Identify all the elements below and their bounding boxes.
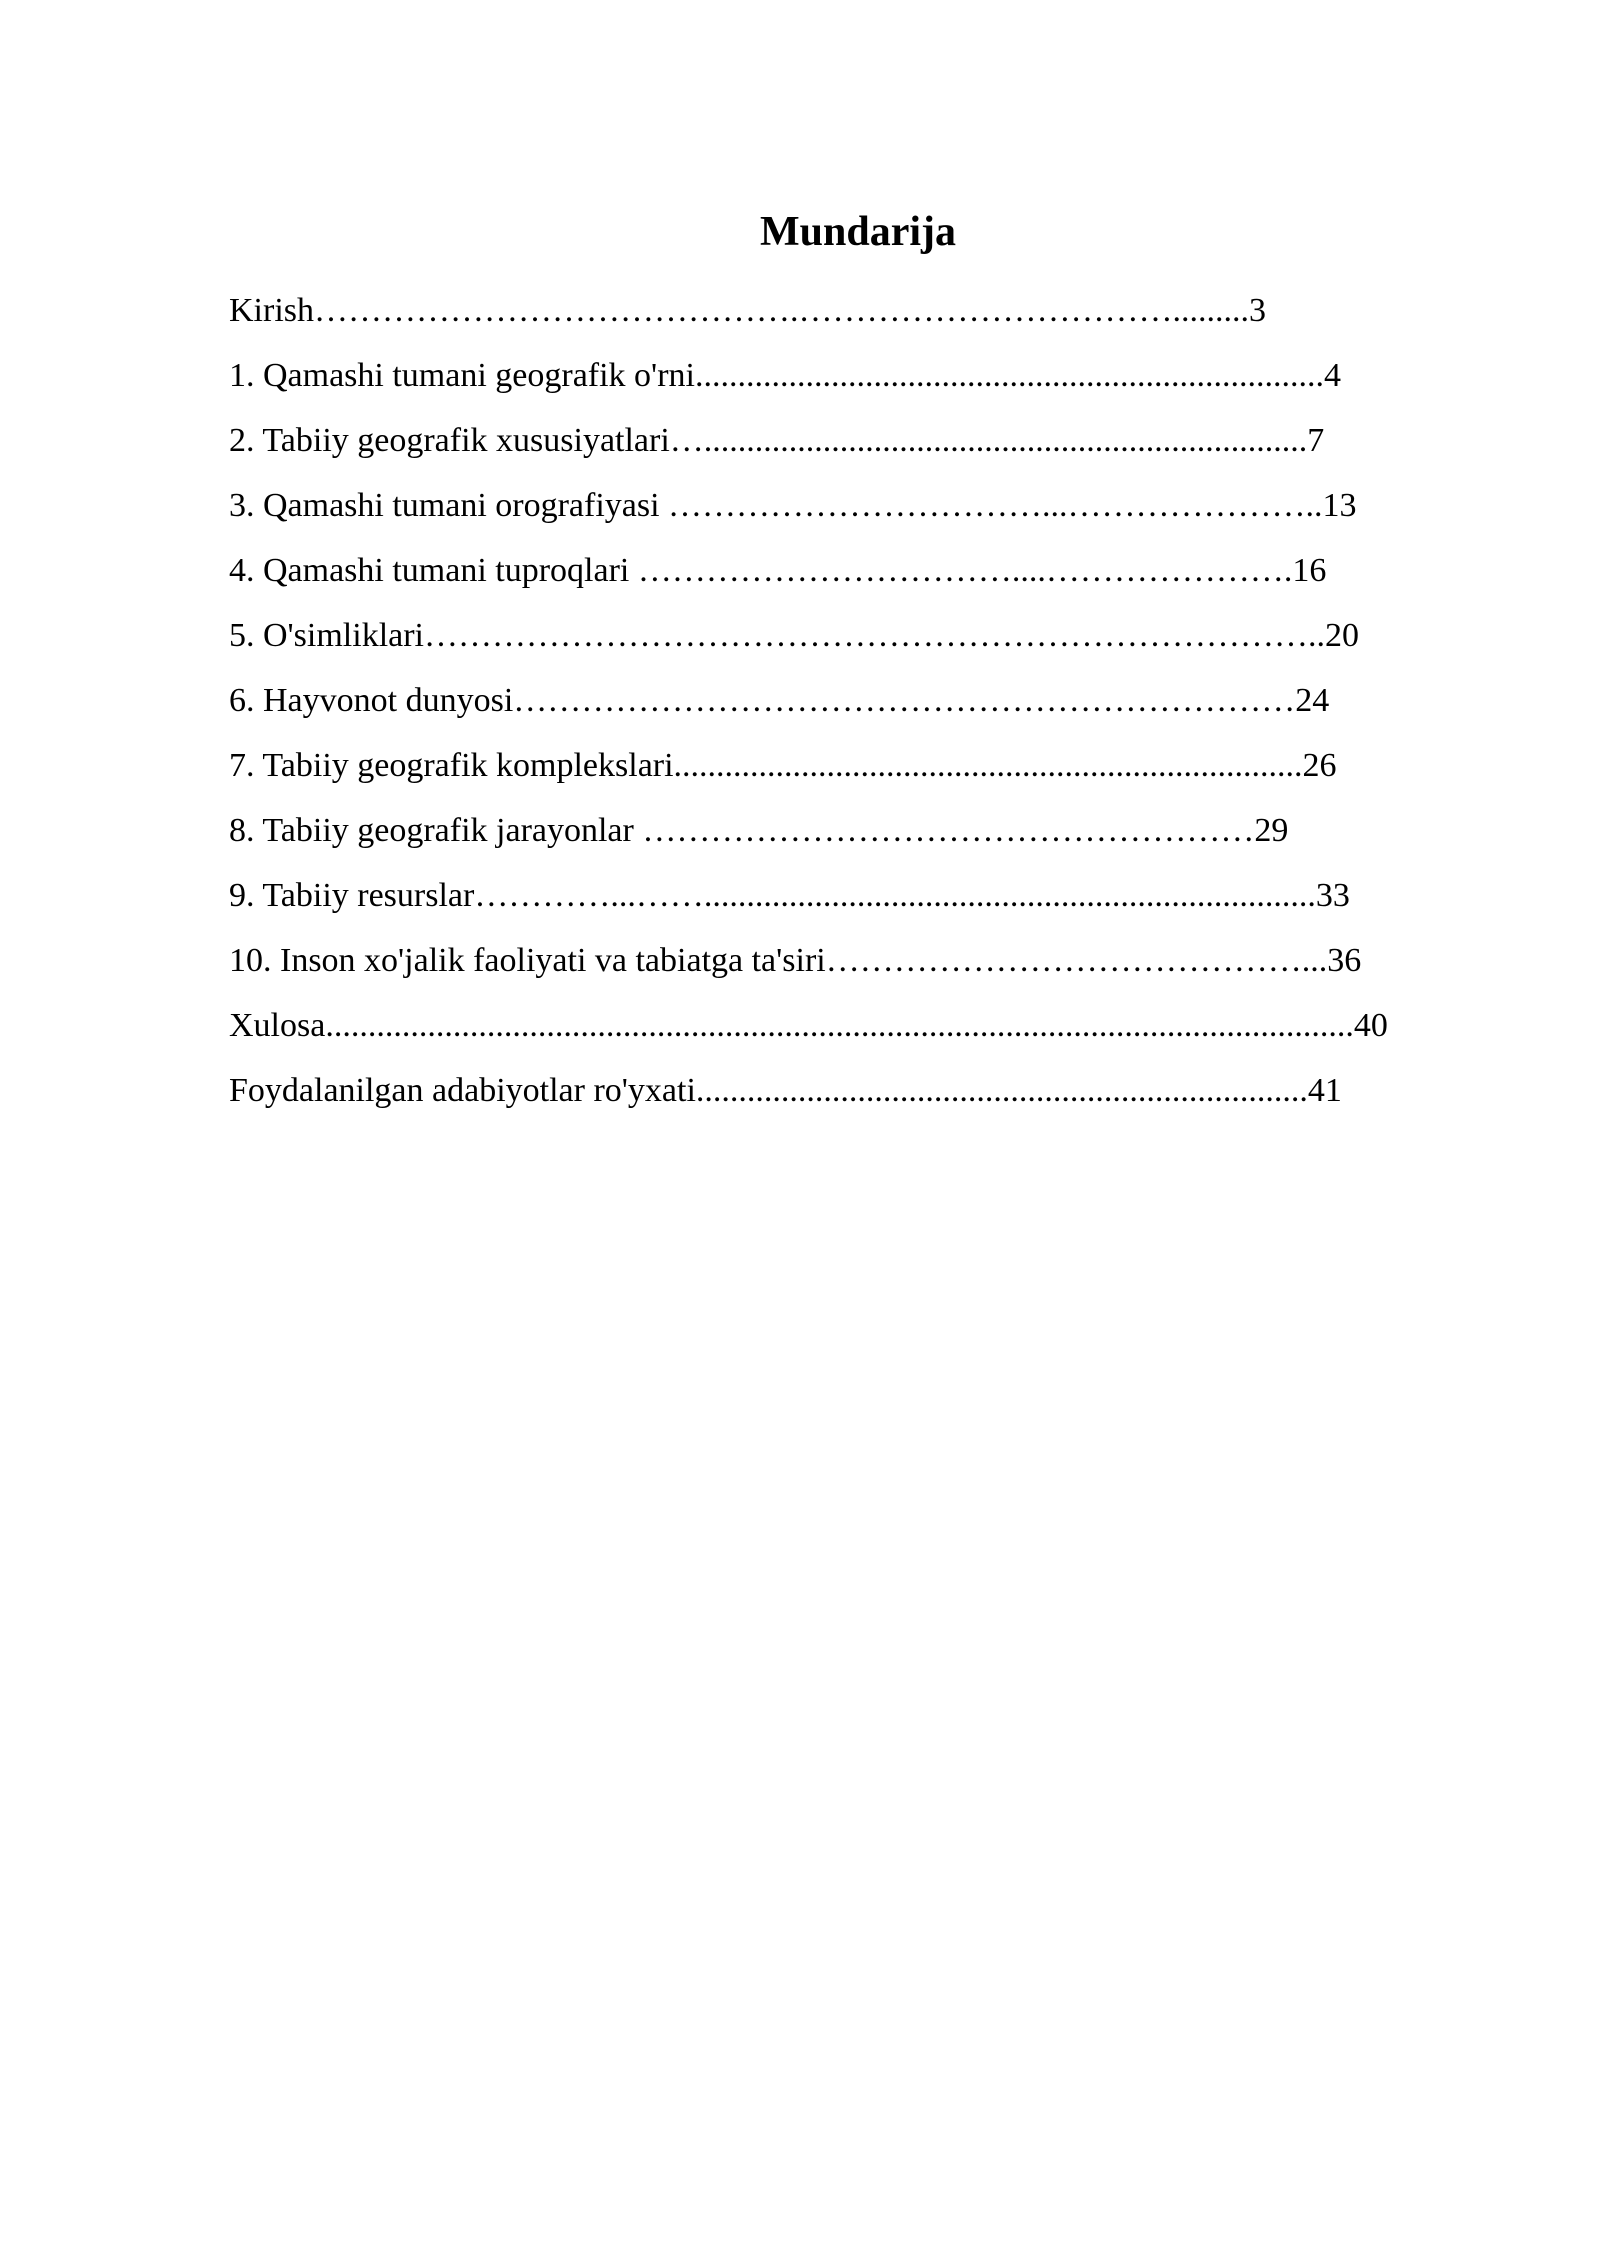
toc-entry-1: 1. Qamashi tumani geografik o'rni..........................................................................4	[229, 357, 1341, 394]
toc-entry-kirish: Kirish…………………………………….…………………………….........3	[229, 292, 1266, 329]
toc-entry-6: 6. Hayvonot dunyosi……………………………………………………………24	[229, 682, 1330, 719]
toc-entry-5: 5. O'simliklari……………………………………………………………………..20	[229, 617, 1360, 654]
toc-entry-4: 4. Qamashi tumani tuproqlari ……………………………....………………….16	[229, 552, 1327, 589]
toc-entry-adabiyotlar: Foydalanilgan adabiyotlar ro'yxati........................................................................41	[229, 1072, 1342, 1109]
toc-entry-3: 3. Qamashi tumani orografiyasi ……………………………...…………………..13	[229, 487, 1357, 524]
page-title: Mundarija	[759, 209, 956, 255]
toc-entry-xulosa: Xulosa.........................................................................................................................40	[229, 1007, 1388, 1044]
toc-entry-8: 8. Tabiiy geografik jarayonlar ………………………………………………29	[229, 812, 1289, 849]
table-of-contents	[229, 278, 1529, 1123]
toc-entry-7: 7. Tabiiy geografik komplekslari..........................................................................26	[229, 747, 1337, 784]
toc-entry-9: 9. Tabiiy resurslar…………...……........................................................................33	[229, 877, 1350, 914]
toc-entry-10: 10. Inson xo'jalik faoliyati va tabiatga ta'siri……………………………………...36	[229, 942, 1362, 979]
toc-entry-2: 2. Tabiiy geografik xususiyatlari….......................................................................7	[229, 422, 1325, 459]
